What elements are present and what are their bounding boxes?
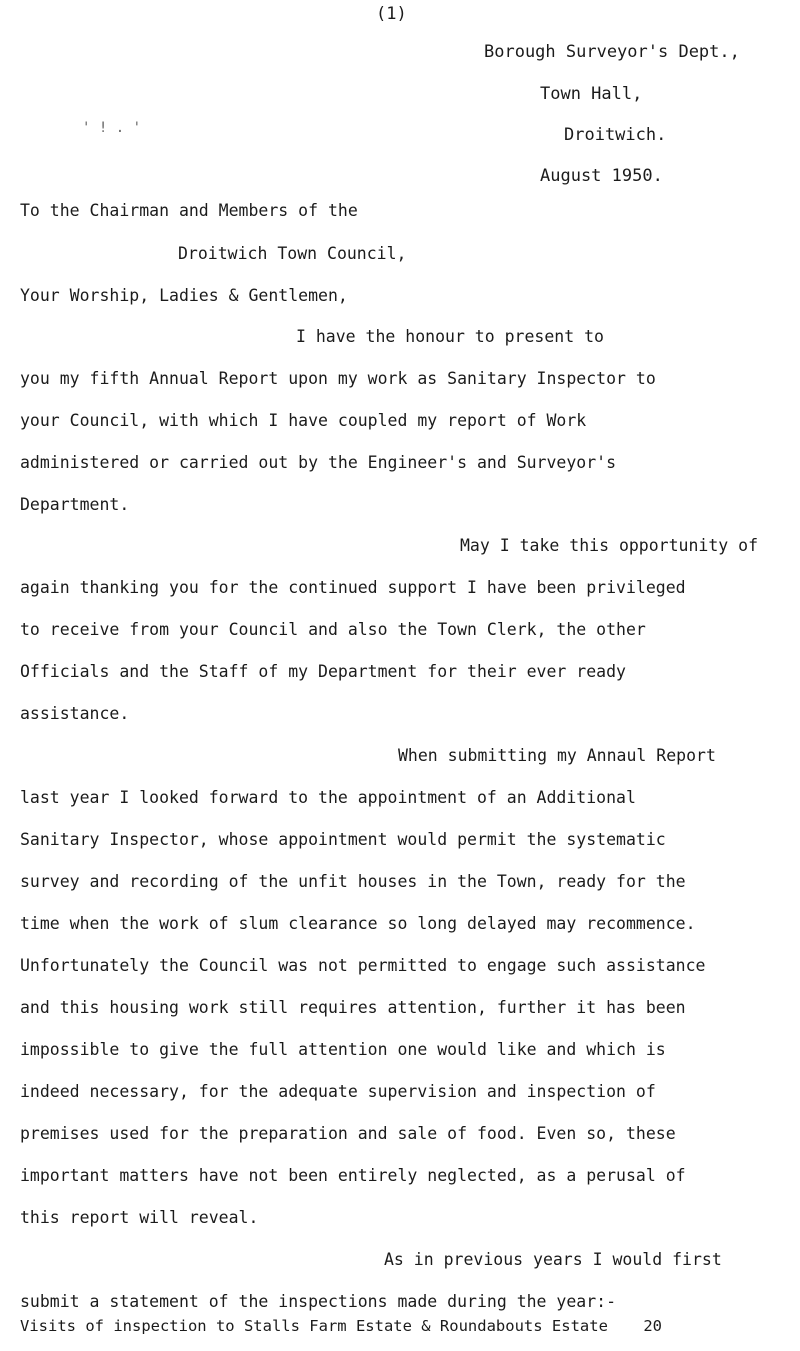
paragraph-line: survey and recording of the unfit houses in the Town, ready for the [20,872,686,891]
paragraph-line: you my fifth Annual Report upon my work as Sanitary Inspector to [20,369,656,388]
letter-date: August 1950. [540,166,663,186]
paragraph-line: impossible to give the full attention one would like and which is [20,1040,666,1059]
address-hall: Town Hall, [540,84,643,104]
paragraph-line: again thanking you for the continued support I have been privileged [20,578,686,597]
paragraph-line: May I take this opportunity of [460,536,759,555]
address-dept: Borough Surveyor's Dept., [484,42,740,62]
paragraph-line: important matters have not been entirely neglected, as a perusal of [20,1166,686,1185]
salutation-line-2: Droitwich Town Council, [178,244,407,263]
paragraph-line: Sanitary Inspector, whose appointment would permit the systematic [20,830,666,849]
stray-marks: ' ! . ' [82,120,142,136]
paragraph-line: this report will reveal. [20,1208,259,1227]
paragraph-line: indeed necessary, for the adequate supervision and inspection of [20,1082,656,1101]
paragraph-line: As in previous years I would first [384,1250,722,1269]
paragraph-line: your Council, with which I have coupled my report of Work [20,411,587,430]
paragraph-line: submit a statement of the inspections made during the year:- [20,1292,617,1311]
paragraph-line: and this housing work still requires attention, further it has been [20,998,686,1017]
paragraph-line: administered or carried out by the Engineer's and Surveyor's [20,453,617,472]
paragraph-line: premises used for the preparation and sale of food. Even so, these [20,1124,676,1143]
address-town: Droitwich. [564,125,667,145]
paragraph-line: Officials and the Staff of my Department for their ever ready [20,662,626,681]
paragraph-line: assistance. [20,704,130,723]
paragraph-line: last year I looked forward to the appointment of an Additional [20,788,636,807]
page-number: (1) [376,4,407,24]
statement-row-value: 20 [643,1317,662,1335]
paragraph-line: When submitting my Annaul Report [398,746,716,765]
salutation-line-3: Your Worship, Ladies & Gentlemen, [20,286,348,305]
paragraph-line: Unfortunately the Council was not permitted to engage such assistance [20,956,706,975]
statement-row-label: Visits of inspection to Stalls Farm Estate & Roundabouts Estate [20,1317,608,1335]
paragraph-line: time when the work of slum clearance so long delayed may recommence. [20,914,696,933]
salutation-line-1: To the Chairman and Members of the [20,201,358,220]
paragraph-line: to receive from your Council and also the Town Clerk, the other [20,620,646,639]
paragraph-line: I have the honour to present to [296,327,604,346]
paragraph-line: Department. [20,495,130,514]
